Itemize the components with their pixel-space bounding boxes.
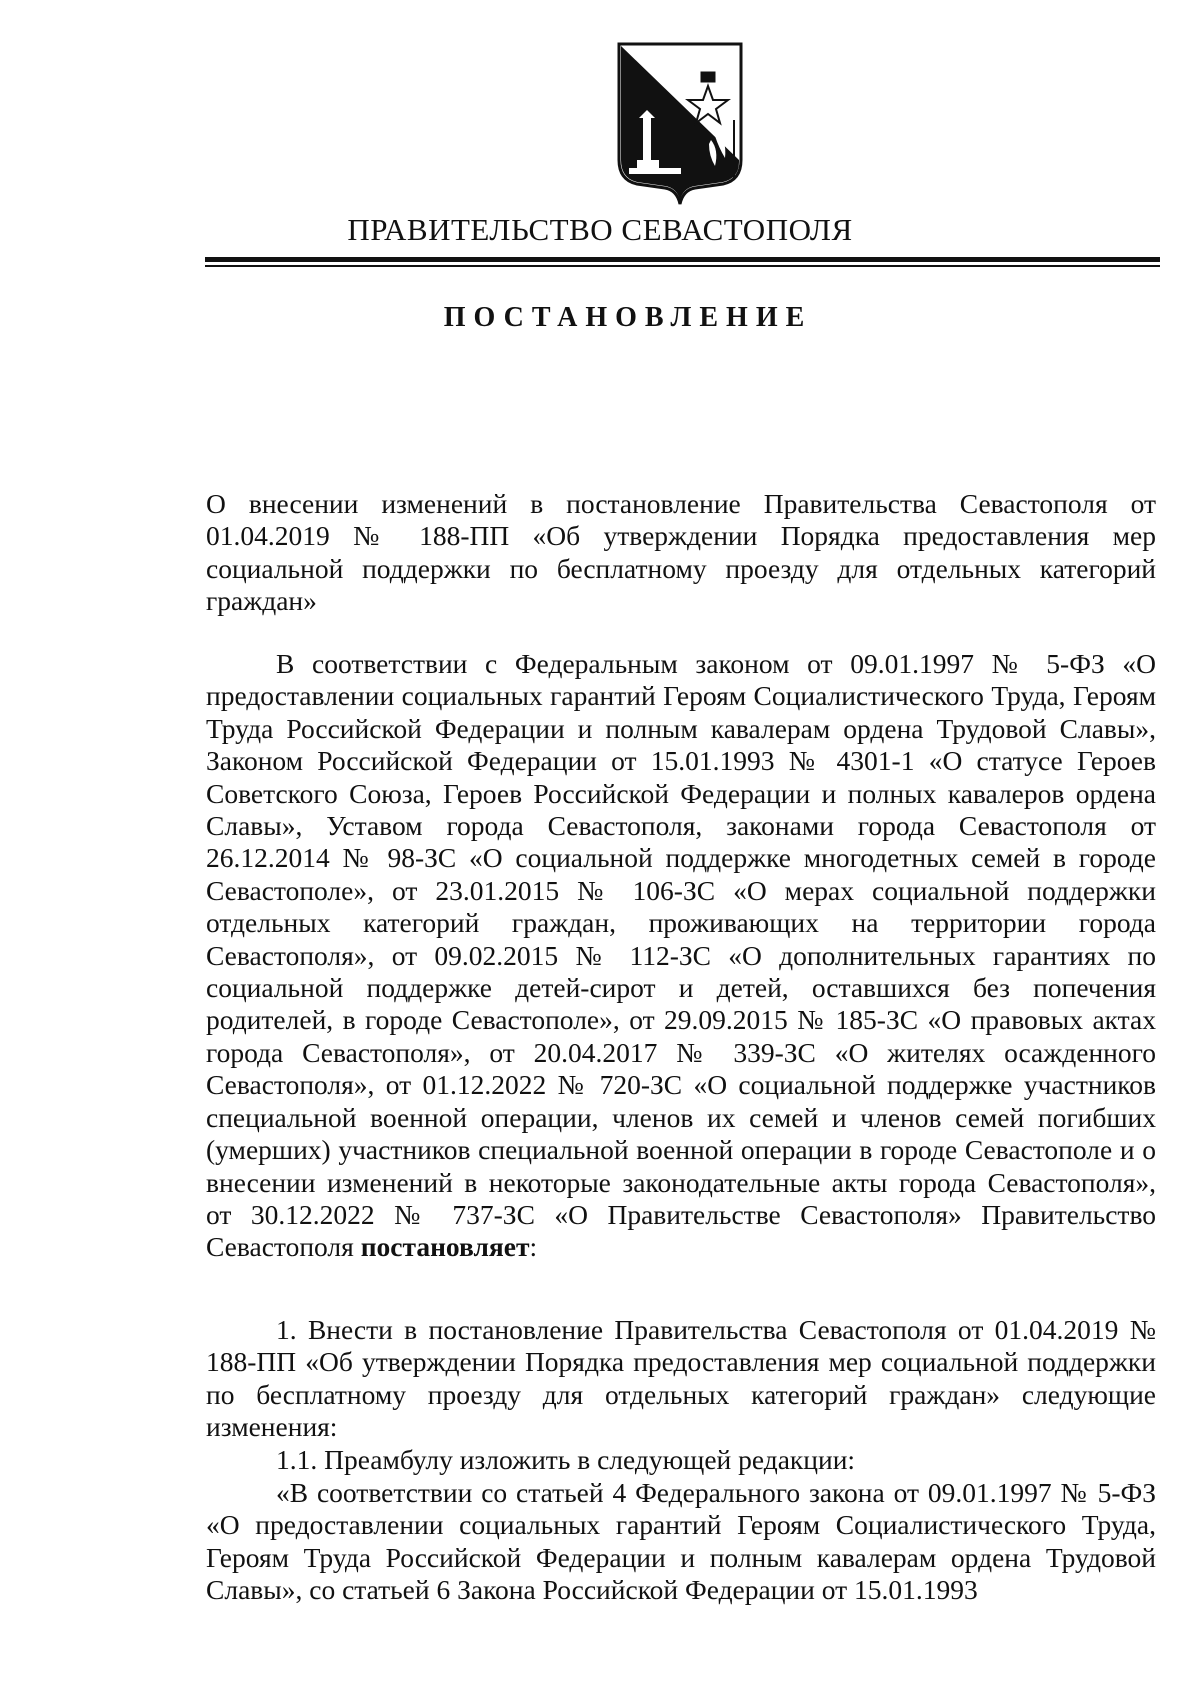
preamble-paragraph [206,648,1156,1264]
item-1-paragraph: 1. Внести в постановление Правительства Севастополя от 01.04.2019 № 188-ПП «Об утверждении Порядка предоставления мер социальной поддержки по бесплатному проезду для отдельных категорий граждан» следующие изменения: [206,1314,1156,1443]
item-1-1-paragraph: 1.1. Преамбулу изложить в следующей редакции: [276,1444,856,1475]
document-title: О внесении изменений в постановление Правительства Севастополя от 01.04.2019 № 188-ПП «Об утверждении Порядка предоставления мер социальной поддержки по бесплатному проезду для отдельных категорий граждан» [206,488,1156,617]
government-name: ПРАВИТЕЛЬСТВО СЕВАСТОПОЛЯ [347,212,853,247]
preamble-end: : [529,1231,538,1263]
header-divider-thin [205,265,1160,267]
sevastopol-coat-of-arms-icon [615,40,745,208]
preamble-text: В соответствии с Федеральным законом от 09.01.1997 № 5-ФЗ «О предоставлении социальных гарантий Героям Социалистического Труда, Героям Труда Российской Федерации и полным кавалерам ордена Трудовой Славы», Законом Российской Федерации от 15.01.1993 № 4301-1 «О статусе Героев Советского Союза, Героев Российской Федерации и полных кавалеров ордена Славы», Уставом города Севастополя, законами города Севастополя от 26.12.2014 № 98-ЗС «О социальной поддержке многодетных семей в городе Севастополе», от 23.01.2015 № 106-ЗС «О мерах социальной поддержки отдельных категорий граждан, проживающих на территории города Севастополя», от 09.02.2015 № 112-ЗС «О дополнительных гарантиях по социальной поддержке детей-сирот и детей, оставшихся без попечения родителей, в городе Севастополе», от 29.09.2015 № 185-ЗС «О правовых актах города Севастополя», от 20.04.2017 № 339-ЗС «О жителях осажденного Севастополя», от 01.12.2022 № 720-ЗС «О социальной поддержке участников специальной военной операции, членов их семей и членов семей погибших (умерших) участников специальной военной операции в городе Севастополе и о внесении изменений в некоторые законодательные акты города Севастополя», от 30.12.2022 № 737-ЗС «О Правительстве Севастополя» Правительство Севастополя [206,648,1156,1263]
header-divider-thick [205,257,1160,262]
document-type-heading: ПОСТАНОВЛЕНИЕ [443,302,813,333]
quoted-preamble-paragraph: «В соответствии со статьей 4 Федерального закона от 09.01.1997 № 5-ФЗ «О предоставлении социальных гарантий Героям Социалистического Труда, Героям Труда Российской Федерации и полным кавалерам ордена Трудовой Славы», со статьей 6 Закона Российской Федерации от 15.01.1993 [206,1477,1156,1606]
decree-word: постановляет [360,1231,530,1263]
